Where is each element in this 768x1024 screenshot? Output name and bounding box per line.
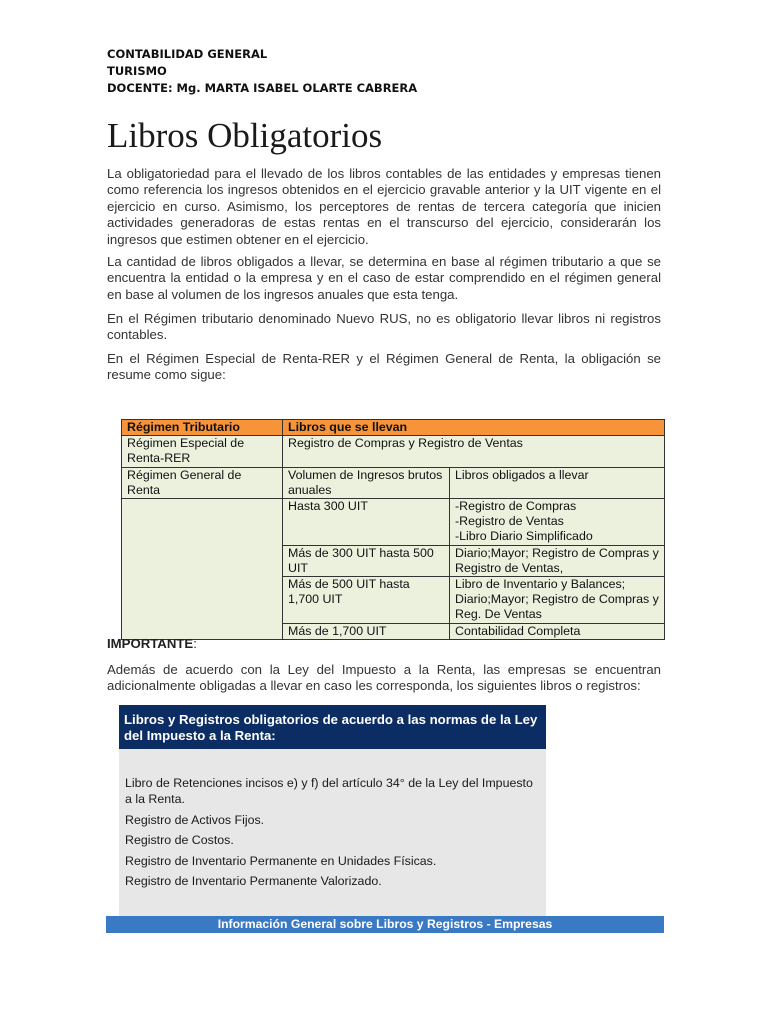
important-text: IMPORTANTE	[107, 636, 194, 651]
cell-libros: Libro de Inventario y Balances; Diario;Mayor; Registro de Compras y Reg. De Ventas	[450, 577, 665, 624]
obligatory-books-box	[119, 705, 546, 917]
cell-rer-libros: Registro de Compras y Registro de Ventas	[283, 436, 665, 467]
table-header-row	[122, 420, 665, 436]
paragraph-1: La obligatoriedad para el llevado de los libros contables de las entidades y empresas tienen como referencia los ingresos obtenidos en el ejercicio gravable anterior y la UIT vigente en el ejercicio en curso. Asimismo, los perceptores de rentas de tercera categoría que inicien actividades generadoras de estas rentas en el transcurso del ejercicio, considerarán los ingresos que estimen obtener en el ejercicio.	[107, 166, 661, 247]
table-row-rer	[122, 436, 665, 467]
course-subject: TURISMO	[107, 64, 167, 78]
libro-item: -Registro de Ventas	[455, 514, 564, 529]
cell-volumen: Más de 500 UIT hasta 1,700 UIT	[283, 577, 450, 624]
cell-libros: Diario;Mayor; Registro de Compras y Registro de Ventas,	[450, 545, 665, 576]
libro-item: -Libro Diario Simplificado	[455, 529, 593, 544]
box-list	[119, 749, 546, 889]
list-item: Registro de Costos.	[125, 833, 234, 847]
cell-libros	[450, 499, 665, 546]
table-row-general	[122, 467, 665, 498]
cell-volumen-header: Volumen de Ingresos brutos anuales	[283, 467, 450, 498]
paragraph-4: En el Régimen Especial de Renta-RER y el Régimen General de Renta, la obligación se resume como sigue:	[107, 351, 661, 383]
paragraph-2: La cantidad de libros obligados a llevar, se determina en base al régimen tributario a que se encuentra la entidad o la empresa y en el caso de estar comprendido en el régimen general en base al volumen de los ingresos anuales que esta tenga.	[107, 254, 661, 302]
list-item: Registro de Activos Fijos.	[125, 812, 265, 827]
cell-volumen: Más de 1,700 UIT	[283, 623, 450, 639]
info-banner: Información General sobre Libros y Registros - Empresas	[106, 916, 664, 933]
cell-rer-regimen: Régimen Especial de Renta-RER	[122, 436, 283, 467]
course-name: CONTABILIDAD GENERAL	[107, 47, 268, 61]
cell-libros: Contabilidad Completa	[450, 623, 665, 639]
cell-general-regimen: Régimen General de Renta	[122, 467, 283, 498]
cell-volumen: Más de 300 UIT hasta 500 UIT	[283, 545, 450, 576]
regimen-table	[121, 419, 665, 640]
list-item: Libro de Retenciones incisos e) y f) del artículo 34° de la Ley del Impuesto a la Renta.	[125, 776, 533, 806]
page-title: Libros Obligatorios	[107, 116, 383, 155]
table-row	[122, 499, 665, 546]
document-header	[107, 46, 417, 97]
paragraph-3: En el Régimen tributario denominado Nuevo RUS, no es obligatorio llevar libros ni registros contables.	[107, 311, 661, 343]
libro-item: -Registro de Compras	[455, 499, 577, 514]
box-title: Libros y Registros obligatorios de acuerdo a las normas de la Ley del Impuesto a la Renta:	[119, 705, 546, 749]
cell-volumen: Hasta 300 UIT	[283, 499, 450, 546]
teacher-name: DOCENTE: Mg. MARTA ISABEL OLARTE CABRERA	[107, 81, 418, 95]
header-libros: Libros que se llevan	[283, 420, 665, 436]
important-colon: :	[193, 636, 197, 651]
cell-empty	[122, 499, 283, 640]
list-item: Registro de Inventario Permanente en Unidades Físicas.	[125, 853, 437, 868]
header-regimen: Régimen Tributario	[122, 420, 283, 436]
important-label	[107, 636, 197, 651]
list-item: Registro de Inventario Permanente Valorizado.	[125, 874, 382, 888]
paragraph-5: Además de acuerdo con la Ley del Impuesto a la Renta, las empresas se encuentran adicionalmente obligadas a llevar en caso les corresponda, los siguientes libros o registros:	[107, 662, 661, 694]
cell-libros-header: Libros obligados a llevar	[450, 467, 665, 498]
